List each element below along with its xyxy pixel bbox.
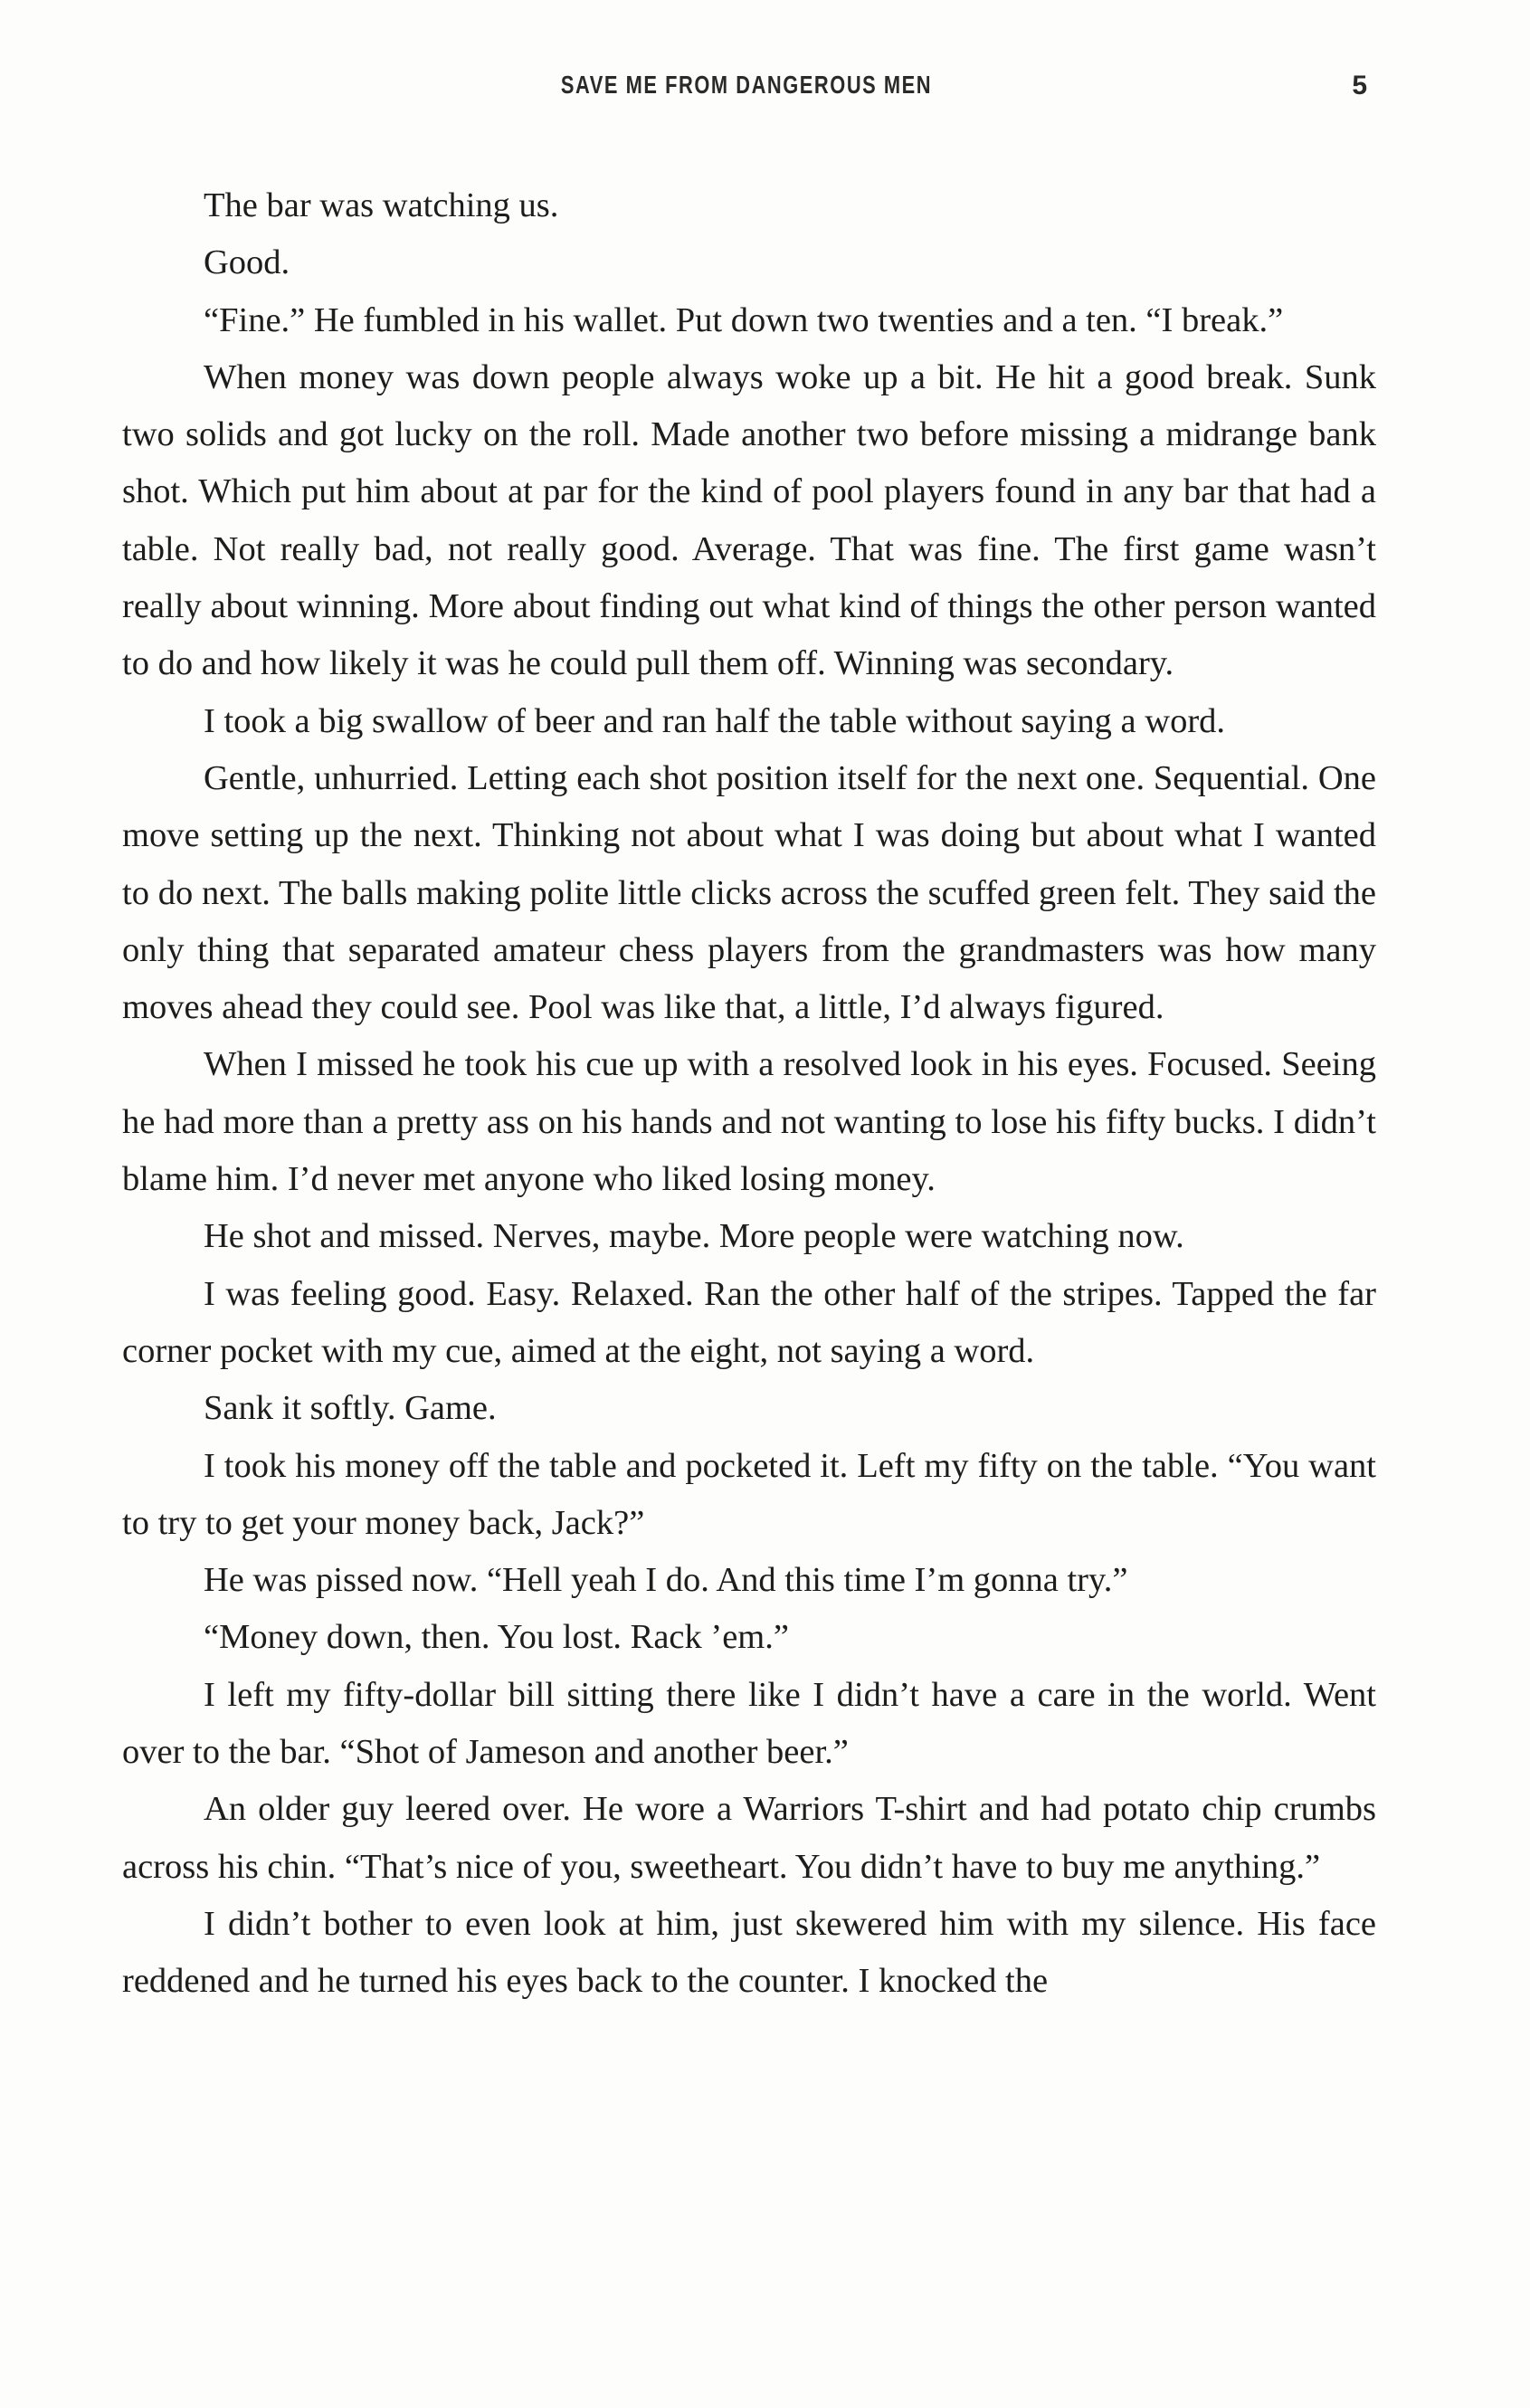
paragraph: When money was down people always woke up a bit. He hit a good break. Sunk two solids and got lucky on the roll. Made another two before missing a midrange bank shot. Which put him about at par for the kind of pool players found in any bar that had a table. Not really bad, not really good. Average. That was fine. The first game wasn’t really about winning. More about finding out what kind of things the other person wanted to do and how likely it was he could pull them off. Winning was secondary.: [122, 357, 1376, 683]
paragraph: I took his money off the table and pocketed it. Left my fifty on the table. “You want to try to get your money back, Jack?”: [122, 1446, 1376, 1542]
paragraph: “Money down, then. You lost. Rack ’em.”: [204, 1618, 789, 1657]
paragraph: I didn’t bother to even look at him, just skewered him with my silence. His face reddened and he turned his eyes back to the counter. I knocked the: [122, 1904, 1376, 2001]
paragraph: “Fine.” He fumbled in his wallet. Put down two twenties and a ten. “I break.”: [204, 300, 1284, 339]
running-title: SAVE ME FROM DANGEROUS MEN: [560, 71, 933, 99]
paragraph: I was feeling good. Easy. Relaxed. Ran the other half of the stripes. Tapped the far corner pocket with my cue, aimed at the eight, not saying a word.: [122, 1274, 1376, 1370]
body-text: [122, 177, 1376, 2011]
running-head: [122, 71, 1371, 110]
paragraph: Gentle, unhurried. Letting each shot position itself for the next one. Sequential. One move setting up the next. Thinking not about what I was doing but about what I wanted to do next. The balls making polite little clicks across the scuffed green felt. They said the only thing that separated amateur chess players from the grandmasters was how many moves ahead they could see. Pool was like that, a little, I’d always figured.: [122, 758, 1376, 1027]
paragraph: He shot and missed. Nerves, maybe. More people were watching now.: [204, 1217, 1184, 1256]
paragraph: When I missed he took his cue up with a resolved look in his eyes. Focused. Seeing he had more than a pretty ass on his hands and not wanting to lose his fifty bucks. I didn’t blame him. I’d never met anyone who liked losing money.: [122, 1045, 1376, 1199]
page-number: 5: [1352, 71, 1367, 100]
paragraph: An older guy leered over. He wore a Warriors T-shirt and had potato chip crumbs across his chin. “That’s nice of you, sweetheart. You didn’t have to buy me anything.”: [122, 1790, 1376, 1886]
paragraph: I left my fifty-dollar bill sitting there like I didn’t have a care in the world. Went over to the bar. “Shot of Jameson and another beer.”: [122, 1675, 1376, 1772]
paragraph: He was pissed now. “Hell yeah I do. And this time I’m gonna try.”: [204, 1561, 1128, 1600]
paragraph: I took a big swallow of beer and ran half the table without saying a word.: [204, 701, 1226, 740]
paragraph: Good.: [204, 243, 290, 282]
paragraph: Sank it softly. Game.: [204, 1389, 497, 1428]
paragraph: The bar was watching us.: [204, 186, 559, 224]
